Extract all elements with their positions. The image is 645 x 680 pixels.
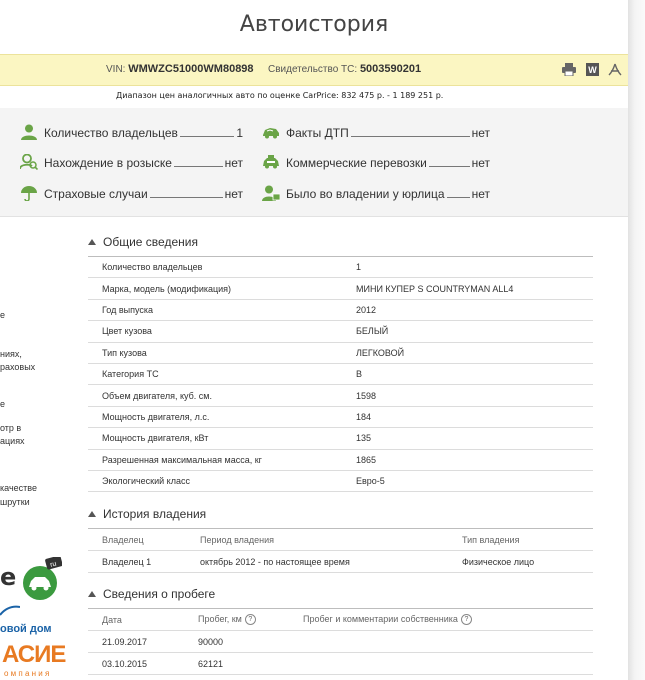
row-key: Количество владельцев — [88, 257, 356, 278]
table-row — [88, 342, 593, 363]
vin-value: WMWZC51000WM80898 — [128, 63, 254, 75]
table-row — [88, 321, 593, 342]
row-value: БЕЛЫЙ — [356, 321, 593, 342]
row-value: 1 — [356, 257, 593, 278]
sidebar-fragment[interactable]: е — [0, 399, 6, 409]
svg-text:W: W — [587, 64, 597, 75]
vin-label: VIN: — [106, 64, 126, 75]
scrollbar-shadow — [628, 0, 645, 680]
person-icon — [20, 124, 38, 140]
collapse-triangle-icon — [88, 511, 96, 517]
logo-fragment: е — [0, 563, 17, 591]
mileage-header-row: Дата Пробег, км ? Пробег и комментарии собственника ? — [88, 609, 593, 631]
vin-field — [106, 63, 254, 75]
row-value: Евро-5 — [356, 470, 593, 491]
collapse-triangle-icon — [88, 239, 96, 245]
section-ownership-header[interactable] — [88, 507, 206, 521]
pdf-icon[interactable] — [608, 62, 622, 76]
row-key: Мощность двигателя, кВт — [88, 428, 356, 449]
logo-fragment: о м п а н и я — [4, 669, 50, 678]
row-key: Тип кузова — [88, 342, 356, 363]
partner-logos — [0, 555, 70, 680]
row-key: Марка, модель (модификация) — [88, 278, 356, 299]
certificate-label: Свидетельство ТС: — [268, 64, 358, 75]
certificate-value: 5003590201 — [359, 63, 422, 75]
table-row — [88, 299, 593, 320]
row-value: 135 — [356, 428, 593, 449]
blue-swoosh-icon — [0, 605, 20, 617]
sidebar-fragment[interactable]: раховых — [0, 362, 36, 372]
row-key: Год выпуска — [88, 299, 356, 320]
section-general-header[interactable] — [88, 235, 198, 249]
row-value: ЛЕГКОВОЙ — [356, 342, 593, 363]
table-row — [88, 406, 593, 427]
row-key: Мощность двигателя, л.с. — [88, 406, 356, 427]
table-row — [88, 278, 593, 299]
table-row: 21.09.2017 90000 — [88, 631, 593, 653]
table-row — [88, 257, 593, 278]
logo-fragment: овой дом — [0, 623, 52, 635]
table-row — [88, 470, 593, 491]
sidebar-fragment[interactable]: шрутки — [0, 497, 30, 507]
word-icon[interactable] — [585, 62, 599, 76]
row-value: 2012 — [356, 299, 593, 320]
table-row — [88, 385, 593, 406]
taxi-car-icon — [262, 154, 280, 170]
business-person-icon — [262, 185, 280, 201]
price-range-note: Диапазон цен аналогичных авто по оценке CarPrice: 832 475 р. - 1 189 251 р. — [116, 91, 444, 100]
sidebar-fragment[interactable]: ациях — [0, 436, 25, 446]
section-ownership-title: История владения — [103, 507, 207, 521]
row-value: В — [356, 363, 593, 384]
sidebar-fragment[interactable]: отр в — [0, 423, 22, 433]
table-row: Владелец 1 октябрь 2012 - по настоящее время Физическое лицо — [88, 551, 593, 573]
summary-accidents: Факты ДТП нет — [262, 122, 490, 140]
row-key: Цвет кузова — [88, 321, 356, 342]
summary-owners: Количество владельцев 1 — [20, 122, 243, 140]
collapse-triangle-icon — [88, 591, 96, 597]
help-icon[interactable]: ? — [245, 614, 256, 625]
section-mileage-title: Сведения о пробеге — [103, 587, 216, 601]
row-key: Разрешенная максимальная масса, кг — [88, 449, 356, 470]
row-key: Категория ТС — [88, 363, 356, 384]
summary-legal-entity: Было во владении у юрлица нет — [262, 183, 490, 201]
row-value: 184 — [356, 406, 593, 427]
summary-insurance: Страховые случаи нет — [20, 183, 243, 201]
umbrella-icon — [20, 185, 38, 201]
sidebar-fragment[interactable]: качестве — [0, 483, 37, 493]
general-info-table — [88, 257, 593, 492]
row-value: МИНИ КУПЕР S COUNTRYMAN ALL4 — [356, 278, 593, 299]
export-tools — [562, 62, 622, 76]
car-logo-icon[interactable] — [14, 557, 62, 601]
summary-wanted: Нахождение в розыске нет — [20, 152, 243, 170]
page-title: Автоистория — [239, 12, 389, 37]
crash-car-icon — [262, 124, 280, 140]
section-general-title: Общие сведения — [103, 235, 198, 249]
row-key: Экологический класс — [88, 470, 356, 491]
sidebar-fragment[interactable]: ниях, — [0, 349, 22, 359]
certificate-field — [268, 63, 421, 75]
summary-panel — [0, 108, 628, 217]
svg-text:ru: ru — [49, 560, 58, 569]
ownership-table — [88, 529, 593, 573]
vin-bar — [0, 54, 628, 86]
row-value: 1598 — [356, 385, 593, 406]
help-icon[interactable]: ? — [461, 614, 472, 625]
table-row — [88, 363, 593, 384]
table-row — [88, 449, 593, 470]
row-key: Объем двигателя, куб. см. — [88, 385, 356, 406]
table-row — [88, 428, 593, 449]
search-person-icon — [20, 154, 38, 170]
logo-fragment: АСИЕ — [2, 641, 66, 668]
table-row: 03.10.2015 62121 — [88, 653, 593, 675]
print-icon[interactable] — [562, 62, 576, 76]
summary-commercial: Коммерческие перевозки нет — [262, 152, 490, 170]
row-value: 1865 — [356, 449, 593, 470]
ownership-header-row: Владелец Период владения Тип владения — [88, 529, 593, 551]
section-mileage-header[interactable] — [88, 587, 215, 601]
sidebar-fragment[interactable]: е — [0, 310, 6, 320]
mileage-table — [88, 609, 593, 675]
